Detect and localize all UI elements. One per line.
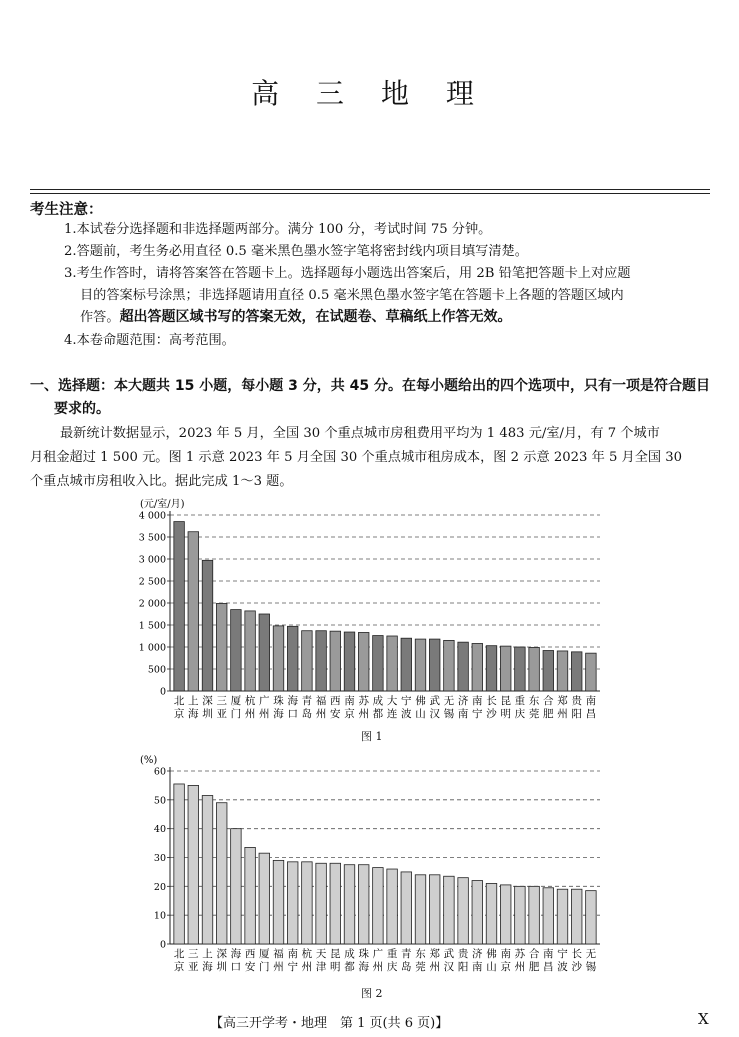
- chart1-category-label: 州: [244, 708, 256, 720]
- chart1-category-label: 武: [429, 695, 440, 707]
- chart2-category-label: 海: [358, 961, 369, 973]
- chart1-bar: [358, 632, 369, 691]
- chart2-category-label: 西: [244, 948, 256, 960]
- chart2-bar: [273, 860, 284, 944]
- chart1-bar: [231, 610, 242, 691]
- chart2-category-label: 南: [543, 948, 554, 960]
- chart2-ytick-label: 60: [153, 766, 166, 778]
- chart2-category-label: 山: [486, 961, 497, 973]
- chart1-bar: [472, 643, 483, 691]
- chart1-category-label: 三: [216, 695, 227, 707]
- chart2-bar: [316, 863, 327, 944]
- chart2-category-label: 长: [571, 948, 582, 960]
- chart2-bar: [188, 785, 199, 944]
- chart1-bar: [302, 631, 313, 691]
- chart1-bar: [344, 632, 355, 691]
- chart1-bar: [188, 532, 199, 691]
- chart1-category-label: 昆: [500, 695, 511, 707]
- chart2-bar: [387, 869, 398, 944]
- chart2-ytick-label: 20: [153, 881, 166, 893]
- chart2-category-label: 锡: [585, 961, 597, 973]
- intro-line-1: 最新统计数据显示，2023 年 5 月，全国 30 个重点城市房租费用平均为 1 483 元/室/月，有 7 个城市: [60, 426, 660, 441]
- chart2-category-label: 福: [273, 948, 284, 960]
- chart2-bar: [515, 886, 526, 944]
- chart2-category-label: 昌: [543, 961, 554, 973]
- chart2-category-label: 珠: [358, 948, 369, 960]
- chart1-category-label: 圳: [202, 708, 213, 720]
- chart1-category-label: 口: [287, 708, 298, 720]
- chart2-category-label: 青: [401, 948, 412, 960]
- chart1-bar: [500, 646, 511, 691]
- chart2-category-label: 无: [585, 948, 597, 960]
- chart1-bar: [316, 631, 327, 691]
- chart1-category-label: 沙: [486, 708, 497, 720]
- chart2-bar: [429, 875, 440, 944]
- chart1-bar: [259, 614, 270, 691]
- chart1-category-label: 海: [273, 708, 284, 720]
- header-rule-bottom: [30, 193, 710, 194]
- chart2-category-label: 宁: [557, 948, 568, 960]
- chart2-bar: [557, 889, 568, 944]
- chart2-category-label: 苏: [514, 948, 526, 960]
- chart1-bar: [415, 639, 426, 691]
- chart1-ytick-label: 4 000: [138, 510, 166, 522]
- chart2-category-label: 海: [202, 961, 213, 973]
- chart2-category-label: 肥: [528, 961, 540, 973]
- chart1-category-label: 安: [330, 708, 341, 720]
- chart1-category-label: 波: [401, 708, 412, 720]
- chart2-bar: [344, 865, 355, 944]
- chart2-bar: [500, 885, 511, 944]
- chart1-category-label: 阳: [571, 708, 582, 720]
- chart1-category-label: 莞: [528, 708, 540, 720]
- figure-2-caption: 图 2: [361, 987, 383, 1000]
- chart1-category-label: 广: [259, 695, 270, 707]
- chart2-bar: [401, 872, 412, 944]
- chart1-ytick-label: 1 500: [138, 620, 166, 632]
- chart2-category-label: 宁: [287, 961, 298, 973]
- chart2-category-label: 圳: [216, 961, 227, 973]
- chart2-category-label: 州: [301, 961, 313, 973]
- chart2-ytick-label: 30: [153, 853, 166, 864]
- chart2-bar: [458, 878, 469, 944]
- chart1-category-label: 州: [315, 708, 327, 720]
- chart1-bar: [401, 638, 412, 691]
- chart2-category-label: 东: [415, 948, 426, 960]
- chart1-category-label: 都: [372, 708, 384, 720]
- chart1-category-label: 苏: [358, 695, 369, 707]
- chart1-bar: [429, 639, 440, 691]
- chart1-category-label: 门: [230, 708, 242, 720]
- notice-item-3: 3.考生作答时，请将答案答在答题卡上。选择题每小题选出答案后，用 2B 铅笔把答题卡上对应题: [64, 266, 631, 281]
- chart2-category-label: 郑: [429, 948, 440, 960]
- chart2-category-label: 重: [386, 948, 398, 960]
- chart2-category-label: 成: [344, 948, 355, 960]
- chart2-bar: [202, 796, 213, 944]
- chart1-category-label: 福: [315, 695, 327, 707]
- chart1-bar: [571, 652, 582, 691]
- chart1-category-label: 西: [330, 695, 341, 707]
- chart1-category-label: 肥: [543, 708, 554, 720]
- chart1-category-label: 南: [472, 695, 483, 707]
- chart2-category-label: 南: [500, 948, 511, 960]
- chart2-category-label: 海: [230, 948, 242, 960]
- chart2-category-label: 亚: [188, 961, 199, 973]
- chart2-bar: [415, 875, 426, 944]
- chart1-category-label: 大: [386, 695, 398, 707]
- chart1-category-label: 宁: [472, 708, 483, 720]
- chart1-category-label: 杭: [244, 695, 256, 707]
- chart2-category-label: 莞: [415, 961, 426, 973]
- chart2-category-label: 津: [315, 961, 327, 973]
- chart2-category-label: 庆: [386, 961, 398, 973]
- chart1-category-label: 亚: [216, 708, 227, 720]
- chart1-ytick-label: 2 500: [138, 576, 166, 588]
- notice-item-3-cont: 目的答案标号涂黑；非选择题请用直径 0.5 毫米黑色墨水签字笔在答题卡上各题的答题区域内: [80, 288, 624, 303]
- chart1-category-label: 重: [514, 695, 526, 707]
- chart2-category-label: 京: [173, 961, 185, 973]
- chart1-category-label: 明: [500, 708, 511, 720]
- chart2-bar: [529, 886, 540, 944]
- chart1-bar: [216, 603, 227, 691]
- chart1-ytick-label: 1 000: [138, 642, 166, 654]
- chart1-category-label: 郑: [557, 695, 568, 707]
- chart2-bar: [472, 881, 483, 944]
- chart1-category-label: 南: [585, 695, 597, 707]
- chart1-category-label: 东: [528, 695, 540, 707]
- chart2-category-label: 岛: [401, 961, 412, 973]
- notice-item-2: 2.答题前，考生务必用直径 0.5 毫米黑色墨水签字笔将密封线内项目填写清楚。: [64, 244, 528, 259]
- chart1-bar: [174, 522, 185, 691]
- chart1-category-label: 贵: [571, 695, 582, 707]
- chart2-bar: [486, 883, 497, 944]
- chart1-category-label: 合: [543, 695, 554, 707]
- chart2-category-label: 波: [557, 961, 568, 973]
- chart2-bar: [245, 847, 256, 944]
- chart2-category-label: 南: [472, 961, 483, 973]
- chart2-category-label: 天: [315, 948, 327, 960]
- notice-item-1: 1.本试卷分选择题和非选择题两部分。满分 100 分，考试时间 75 分钟。: [64, 222, 492, 237]
- chart1-category-label: 上: [188, 695, 199, 707]
- figure-2-rent-income-ratio-chart: [0, 746, 739, 986]
- chart2-ytick-label: 10: [153, 910, 166, 922]
- chart1-bar: [330, 631, 341, 691]
- chart1-category-label: 青: [301, 695, 313, 707]
- chart2-bar: [571, 889, 582, 944]
- chart1-category-label: 佛: [415, 695, 426, 707]
- chart1-category-label: 山: [415, 708, 426, 720]
- chart1-category-label: 昌: [585, 708, 597, 720]
- chart1-bar: [373, 636, 384, 691]
- chart1-category-label: 南: [457, 708, 469, 720]
- chart1-category-label: 成: [372, 695, 384, 707]
- chart2-category-label: 州: [514, 961, 526, 973]
- chart2-category-label: 州: [273, 961, 284, 973]
- chart2-category-label: 沙: [571, 961, 582, 973]
- chart1-category-label: 汉: [429, 708, 440, 720]
- chart1-ylabel: (元/室/月): [140, 499, 185, 510]
- exam-title: 高 三 地 理: [251, 77, 488, 110]
- chart1-bar: [543, 651, 554, 691]
- chart2-category-label: 厦: [259, 948, 270, 960]
- chart2-category-label: 汉: [443, 961, 455, 973]
- page-footer: 【高三开学考・地理 第 1 页(共 6 页)】: [210, 1016, 449, 1031]
- chart2-category-label: 京: [500, 961, 511, 973]
- notice-warning-bold: 超出答题区域书写的答案无效，在试题卷、草稿纸上作答无效。: [119, 309, 512, 325]
- notice-item-4: 4.本卷命题范围：高考范围。: [64, 333, 235, 348]
- chart1-category-label: 长: [486, 695, 497, 707]
- chart1-category-label: 珠: [273, 695, 284, 707]
- chart2-category-label: 北: [173, 948, 185, 960]
- chart1-category-label: 州: [259, 708, 270, 720]
- chart1-category-label: 州: [557, 708, 568, 720]
- chart1-bar: [387, 636, 398, 691]
- chart2-category-label: 南: [287, 948, 298, 960]
- chart2-category-label: 阳: [457, 961, 469, 973]
- chart1-bar: [486, 646, 497, 691]
- chart1-bar: [245, 611, 256, 691]
- chart2-ytick-label: 50: [153, 795, 166, 807]
- chart2-category-label: 明: [330, 961, 341, 973]
- chart2-bar: [216, 803, 227, 944]
- chart2-category-label: 昆: [330, 948, 341, 960]
- chart1-bar: [287, 626, 298, 691]
- chart2-category-label: 安: [244, 961, 256, 973]
- chart2-category-label: 杭: [301, 948, 313, 960]
- chart2-category-label: 佛: [486, 948, 497, 960]
- notice-item-3-tail: 作答。: [80, 310, 120, 325]
- chart2-bar: [330, 863, 341, 944]
- chart1-ytick-label: 3 500: [138, 532, 166, 544]
- chart1-category-label: 海: [287, 695, 298, 707]
- chart2-bar: [444, 876, 455, 944]
- chart1-category-label: 锡: [443, 708, 455, 720]
- chart1-bar: [458, 642, 469, 691]
- chart2-bar: [231, 829, 242, 944]
- chart2-category-label: 三: [188, 948, 199, 960]
- chart1-category-label: 无: [443, 695, 455, 707]
- notice-heading: 考生注意：: [30, 202, 103, 218]
- header-rule-top: [30, 189, 710, 190]
- chart1-ytick-label: 3 000: [138, 554, 166, 566]
- chart1-bar: [586, 653, 597, 691]
- figure-1-caption: 图 1: [361, 730, 383, 743]
- chart1-bar: [273, 626, 284, 691]
- chart2-bar: [259, 853, 270, 944]
- chart2-category-label: 贵: [457, 948, 469, 960]
- chart2-category-label: 深: [216, 948, 227, 960]
- chart1-category-label: 济: [457, 695, 469, 707]
- chart2-bar: [174, 784, 185, 944]
- chart2-bar: [358, 865, 369, 944]
- chart1-category-label: 州: [358, 708, 369, 720]
- chart1-category-label: 北: [173, 695, 185, 707]
- chart2-category-label: 州: [372, 961, 384, 973]
- intro-line-2: 月租金超过 1 500 元。图 1 示意 2023 年 5 月全国 30 个重点城市租房成本，图 2 示意 2023 年 5 月全国 30: [30, 450, 683, 465]
- chart2-bar: [543, 888, 554, 944]
- chart1-bar: [557, 651, 568, 691]
- chart2-category-label: 合: [528, 948, 540, 960]
- chart2-category-label: 济: [472, 948, 483, 960]
- chart2-category-label: 上: [202, 948, 213, 960]
- chart1-bar: [444, 640, 455, 691]
- chart1-bar: [515, 647, 526, 691]
- intro-line-3: 个重点城市房租收入比。据此完成 1～3 题。: [30, 474, 293, 489]
- chart2-category-label: 广: [372, 948, 384, 960]
- chart1-ytick-label: 2 000: [138, 598, 166, 610]
- chart2-category-label: 武: [443, 948, 455, 960]
- section-heading: 一、选择题：本大题共 15 小题，每小题 3 分，共 45 分。在每小题给出的四个选项中，只有一项是符合题目: [30, 378, 710, 394]
- chart1-category-label: 京: [344, 708, 355, 720]
- section-heading-cont: 要求的。: [54, 401, 110, 417]
- chart1-category-label: 海: [188, 708, 199, 720]
- chart1-ytick-label: 500: [147, 664, 166, 676]
- chart2-bar: [373, 868, 384, 944]
- chart2-category-label: 门: [259, 961, 270, 973]
- chart2-category-label: 都: [344, 961, 355, 973]
- chart2-ytick-label: 0: [159, 939, 166, 951]
- chart1-ytick-label: 0: [159, 686, 166, 698]
- chart1-category-label: 南: [344, 695, 355, 707]
- chart1-bar: [202, 560, 213, 691]
- notice-item-3-end: [80, 307, 512, 328]
- chart2-bar: [302, 862, 313, 944]
- chart1-category-label: 深: [202, 695, 213, 707]
- chart1-category-label: 宁: [401, 695, 412, 707]
- chart2-bar: [287, 862, 298, 944]
- chart2-category-label: 口: [230, 961, 242, 973]
- chart1-bar: [529, 647, 540, 691]
- chart1-category-label: 连: [386, 708, 398, 720]
- chart1-category-label: 厦: [230, 695, 242, 707]
- chart2-category-label: 州: [429, 961, 440, 973]
- chart1-category-label: 京: [173, 708, 185, 720]
- chart1-category-label: 庆: [514, 708, 526, 720]
- figure-1-rent-cost-chart: [0, 492, 739, 742]
- chart2-ylabel: (%): [140, 755, 158, 766]
- chart2-bar: [586, 891, 597, 944]
- corner-mark: X: [698, 1010, 709, 1028]
- chart2-ytick-label: 40: [153, 824, 166, 836]
- chart1-category-label: 岛: [301, 708, 313, 720]
